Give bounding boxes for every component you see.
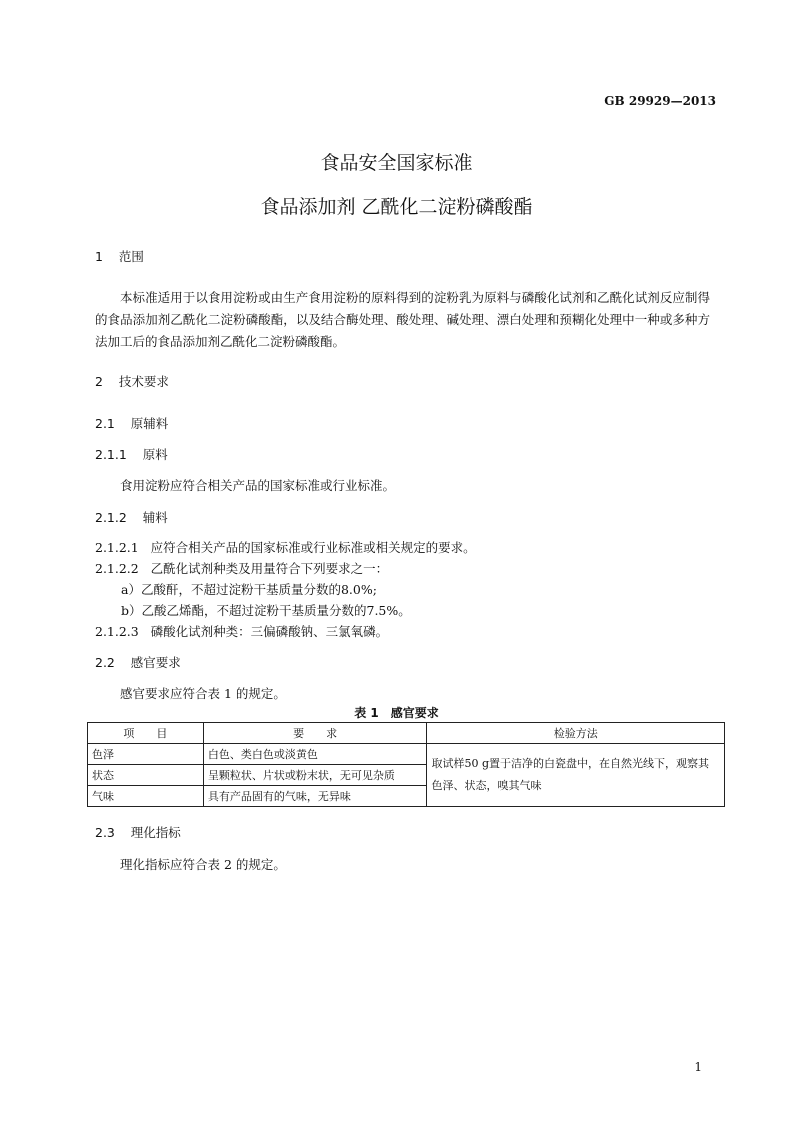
section-1-paragraph: 本标准适用于以食用淀粉或由生产食用淀粉的原料得到的淀粉乳为原料与磷酸化试剂和乙酰化试剂反应制得的食品添加剂乙酰化二淀粉磷酸酯，以及结合酶处理、酸处理、碱处理、漂白处理和预糊化处理中一种或多种方法加工后的食品添加剂乙酰化二淀粉磷酸酯。 <box>95 290 710 349</box>
table-header-cell: 要 求 <box>203 723 427 744</box>
table-cell-requirement: 白色、类白色或淡黄色 <box>203 744 427 765</box>
section-1-heading <box>95 247 144 265</box>
section-title: 原料 <box>142 447 168 462</box>
section-title: 理化指标 <box>130 825 181 840</box>
clause-2-1-2-2 <box>95 559 388 577</box>
clause-number: 2.1.2.2 <box>95 561 139 576</box>
section-title: 感官要求 <box>130 655 181 670</box>
table-cell-item: 色泽 <box>88 744 204 765</box>
section-2-1-1-paragraph: 食用淀粉应符合相关产品的国家标准或行业标准。 <box>120 478 396 493</box>
section-2-2-heading <box>95 653 181 671</box>
section-number: 2.1.2 <box>95 510 127 525</box>
standard-code: GB 29929—2013 <box>604 94 716 108</box>
clause-number: 2.1.2.1 <box>95 540 139 555</box>
clause-text: 磷酸化试剂种类：三偏磷酸钠、三氯氧磷。 <box>150 624 389 639</box>
list-item-a: a）乙酸酐，不超过淀粉干基质量分数的8.0%; <box>121 582 377 597</box>
list-item-b: b）乙酸乙烯酯，不超过淀粉干基质量分数的7.5%。 <box>121 603 411 618</box>
table-cell-item: 气味 <box>88 786 204 807</box>
section-2-2-paragraph: 感官要求应符合表 1 的规定。 <box>120 686 286 701</box>
section-2-3-heading <box>95 823 181 841</box>
clause-number: 2.1.2.3 <box>95 624 139 639</box>
section-2-1-2-heading <box>95 508 168 526</box>
page-title: 食品安全国家标准 <box>320 152 473 174</box>
section-number: 2.1.1 <box>95 447 127 462</box>
section-title: 范围 <box>118 249 144 264</box>
section-number: 2.3 <box>95 825 115 840</box>
section-title: 技术要求 <box>118 374 169 389</box>
table-row <box>88 744 725 765</box>
section-number: 1 <box>95 249 103 264</box>
section-2-1-heading <box>95 414 168 432</box>
table-cell-item: 状态 <box>88 765 204 786</box>
clause-text: 乙酰化试剂种类及用量符合下列要求之一： <box>150 561 389 576</box>
section-title: 原辅料 <box>130 416 169 431</box>
table-cell-requirement: 具有产品固有的气味，无异味 <box>203 786 427 807</box>
section-2-heading <box>95 372 169 390</box>
table-header-row <box>88 723 725 744</box>
table-header-cell: 项 目 <box>88 723 204 744</box>
clause-text: 应符合相关产品的国家标准或行业标准或相关规定的要求。 <box>150 540 476 555</box>
table-header-cell: 检验方法 <box>427 723 725 744</box>
table-cell-requirement: 呈颗粒状、片状或粉末状，无可见杂质 <box>203 765 427 786</box>
clause-2-1-2-1 <box>95 538 476 556</box>
section-number: 2 <box>95 374 103 389</box>
table-caption: 表 1 感官要求 <box>354 706 439 720</box>
sensory-requirements-table <box>87 722 725 807</box>
table-cell-method: 取试样50 g置于洁净的白瓷盘中，在自然光线下，观察其色泽、状态，嗅其气味 <box>427 744 725 807</box>
clause-2-1-2-3 <box>95 622 388 640</box>
section-number: 2.1 <box>95 416 115 431</box>
section-2-3-paragraph: 理化指标应符合表 2 的规定。 <box>120 857 286 872</box>
page-subtitle: 食品添加剂 乙酰化二淀粉磷酸酯 <box>260 196 533 218</box>
section-2-1-1-heading <box>95 445 168 463</box>
section-title: 辅料 <box>142 510 168 525</box>
section-number: 2.2 <box>95 655 115 670</box>
page-number: 1 <box>694 1060 702 1074</box>
